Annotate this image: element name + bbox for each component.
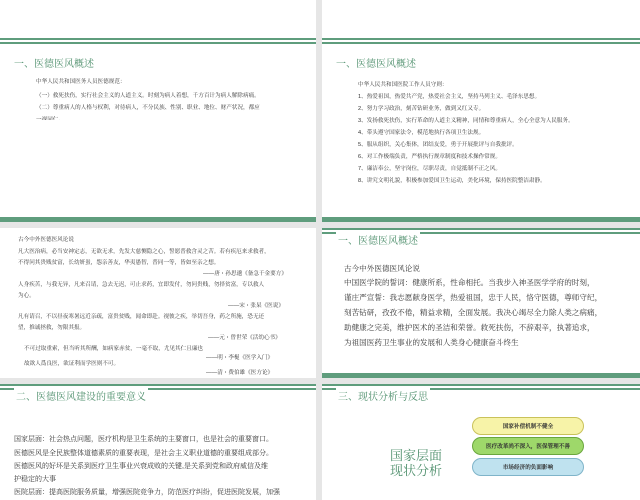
quote-source: ——清・费伯雄《医方论》 — [206, 370, 274, 376]
rule-item: 1、热爱祖国，热爱共产党，热爱社会主义，坚持马列主义、毛泽东思想。 — [358, 94, 541, 100]
quote-source: ——宋・张杲《医说》 — [228, 303, 284, 309]
slide-title: 二、医德医风建设的重要意义 — [14, 388, 148, 403]
rule-item: 7、廉洁奉公，坚守岗位，尽职尽责，自觉抵制不正之风。 — [358, 166, 501, 172]
staff-rules-list — [358, 79, 574, 187]
quote-line: 故欲人爲良医，欲证利而学医则不可。 — [24, 361, 120, 367]
slide-1-lower — [0, 120, 316, 222]
slide-4 — [322, 228, 640, 378]
body-line: 医院层面：提高医院服务质量，增强医院竞争力，防范医疗纠纷，促进医院发展，加强 — [14, 489, 280, 496]
rule-item: 5、服从组织，关心集体，团结友爱，勇于开展批评与自我批评。 — [358, 142, 518, 148]
body-line: 护稳定的大事 — [14, 476, 56, 483]
oath-line: 为祖国医药卫生事业的发展和人类身心健康奋斗终生 — [344, 338, 519, 347]
slide-top-bar — [0, 38, 316, 40]
slide-bottom-bar — [0, 217, 316, 222]
center-label — [390, 448, 442, 478]
oath-line: 中国医学院的誓词：健康所系，性命相托。当我步入神圣医学学府的时刻， — [344, 278, 595, 287]
intro-text: 中华人民共和国医务人员医德规范： — [36, 79, 126, 85]
slide-title: 一、医德医风概述 — [336, 232, 420, 247]
quote-source: ——明・李梴《医学入门》 — [206, 355, 274, 361]
slide-title: 一、医德医风概述 — [14, 59, 94, 70]
slide-top-bar — [0, 384, 316, 386]
slide-bottom-bar — [322, 217, 640, 222]
quote-line: 不得问其贵贱贫富，长幼妍蚩，怨亲善友，华夷愚智，普同一等，皆如至亲之想。 — [18, 260, 220, 266]
cause-bubble-3: 市场经济的负面影响 — [472, 458, 584, 476]
body-line: 医德医风的好坏是关系到医疗卫生事业兴衰成败的关键,是关系到党和政府威信及维 — [14, 463, 268, 470]
quote-line: 凡大医治病，必当安神定志，无欲无求，先发大慈恻隐之心，誓愿普救含灵之苦。若有疾厄来求救者， — [18, 249, 270, 255]
slide-title: 一、医德医风概述 — [336, 59, 416, 70]
quote-source: ——唐・孙思邈《备急千金要方》 — [203, 271, 287, 277]
rule-item: 2、努力学习政治，刻苦钻研业务，做到又红又专。 — [358, 106, 485, 112]
oath-line: 谨庄严宣誓：我志愿献身医学，热爱祖国，忠于人民，恪守医德，尊师守纪， — [344, 293, 603, 302]
body-line: 国家层面：社会热点问题，医疗机构是卫生系统的主要窗口，也是社会的重要窗口。 — [14, 436, 273, 443]
quote-line: 为心。 — [18, 293, 35, 299]
slide-title: 三、现状分析与反思 — [336, 388, 430, 403]
quote-source: ——元・曾世荣《活幼心书》 — [208, 335, 281, 341]
rule-item: （一）救死扶伤，实行社会主义的人道主义。时刻为病人着想，千方百计为病人解除病痛。 — [36, 93, 260, 99]
slide-top-bar — [0, 42, 316, 44]
rule-item: 4、带头遵守国家法令，模范地执行各项卫生法规。 — [358, 130, 485, 136]
quote-line: 不可过取重索，但当听其所酬，如病家赤贫，一毫不取，尤见其仁且廉也 — [24, 346, 204, 352]
section-heading: 古今中外医德医风论说 — [344, 264, 420, 273]
slide-top-bar — [322, 38, 640, 40]
slide-bottom-bar — [322, 373, 640, 378]
body-line: 医德医风是全民族整体道德素质的重要表现，是社会主义职业道德的重要组成部分。 — [14, 450, 273, 457]
rule-item: 6、对工作极端负责，严格执行规章制度和技术操作常规。 — [358, 154, 501, 160]
slide-3 — [0, 228, 316, 378]
center-label-line1: 国家层面 — [390, 448, 443, 463]
slide-top-bar — [322, 228, 640, 230]
oath-line: 刻苦钻研，孜孜不倦，精益求精，全面发展。我决心竭尽全力除人类之病痛， — [344, 308, 603, 317]
slide-2 — [322, 0, 640, 222]
oath-line: 助健康之完美，维护医术的圣洁和荣誉。救死扶伤，不辞艰辛，执著追求， — [344, 323, 595, 332]
slide-5 — [0, 384, 316, 500]
cause-bubble-1: 国家补偿机制不健全 — [472, 417, 584, 435]
quote-line: 凡有请召，不以昼夜寒暑远近亲疏，富贵贫贱，闻命即赴。视彼之疾，举切吾身，药之所施，恐无还 — [18, 314, 265, 320]
slide-top-bar — [322, 42, 640, 44]
center-label-line2: 现状分析 — [390, 463, 443, 478]
slide-top-bar — [322, 384, 640, 386]
section-heading: 古今中外医德医风论说 — [18, 237, 74, 243]
slide-1 — [0, 0, 316, 120]
rule-item: 8、讲究文明礼貌，积极参加爱国卫生运动，美化环境，保持医院整洁肃静。 — [358, 178, 546, 184]
quote-line: 望，推诚拯救，勿限其报。 — [18, 325, 86, 331]
rule-item: 3、发扬救死扶伤，实行革命的人道主义精神，同情和尊重病人，全心全意为人民服务。 — [358, 118, 574, 124]
rule-item: 中华人民共和国医院工作人员守则： — [358, 82, 448, 88]
rule-item: （二）尊重病人的人格与权利，对待病人，不分民族、性别、职业、地位、财产状况，都应 — [36, 105, 260, 111]
quote-line: 人身疾苦，与我无异，凡来召请，急去无迟，可止求药，宜即发付，勿问贵贱，勿择贫富，专以救人 — [18, 282, 265, 288]
cause-bubble-2: 医疗改革尚不深入，医保管理不善 — [472, 437, 584, 455]
